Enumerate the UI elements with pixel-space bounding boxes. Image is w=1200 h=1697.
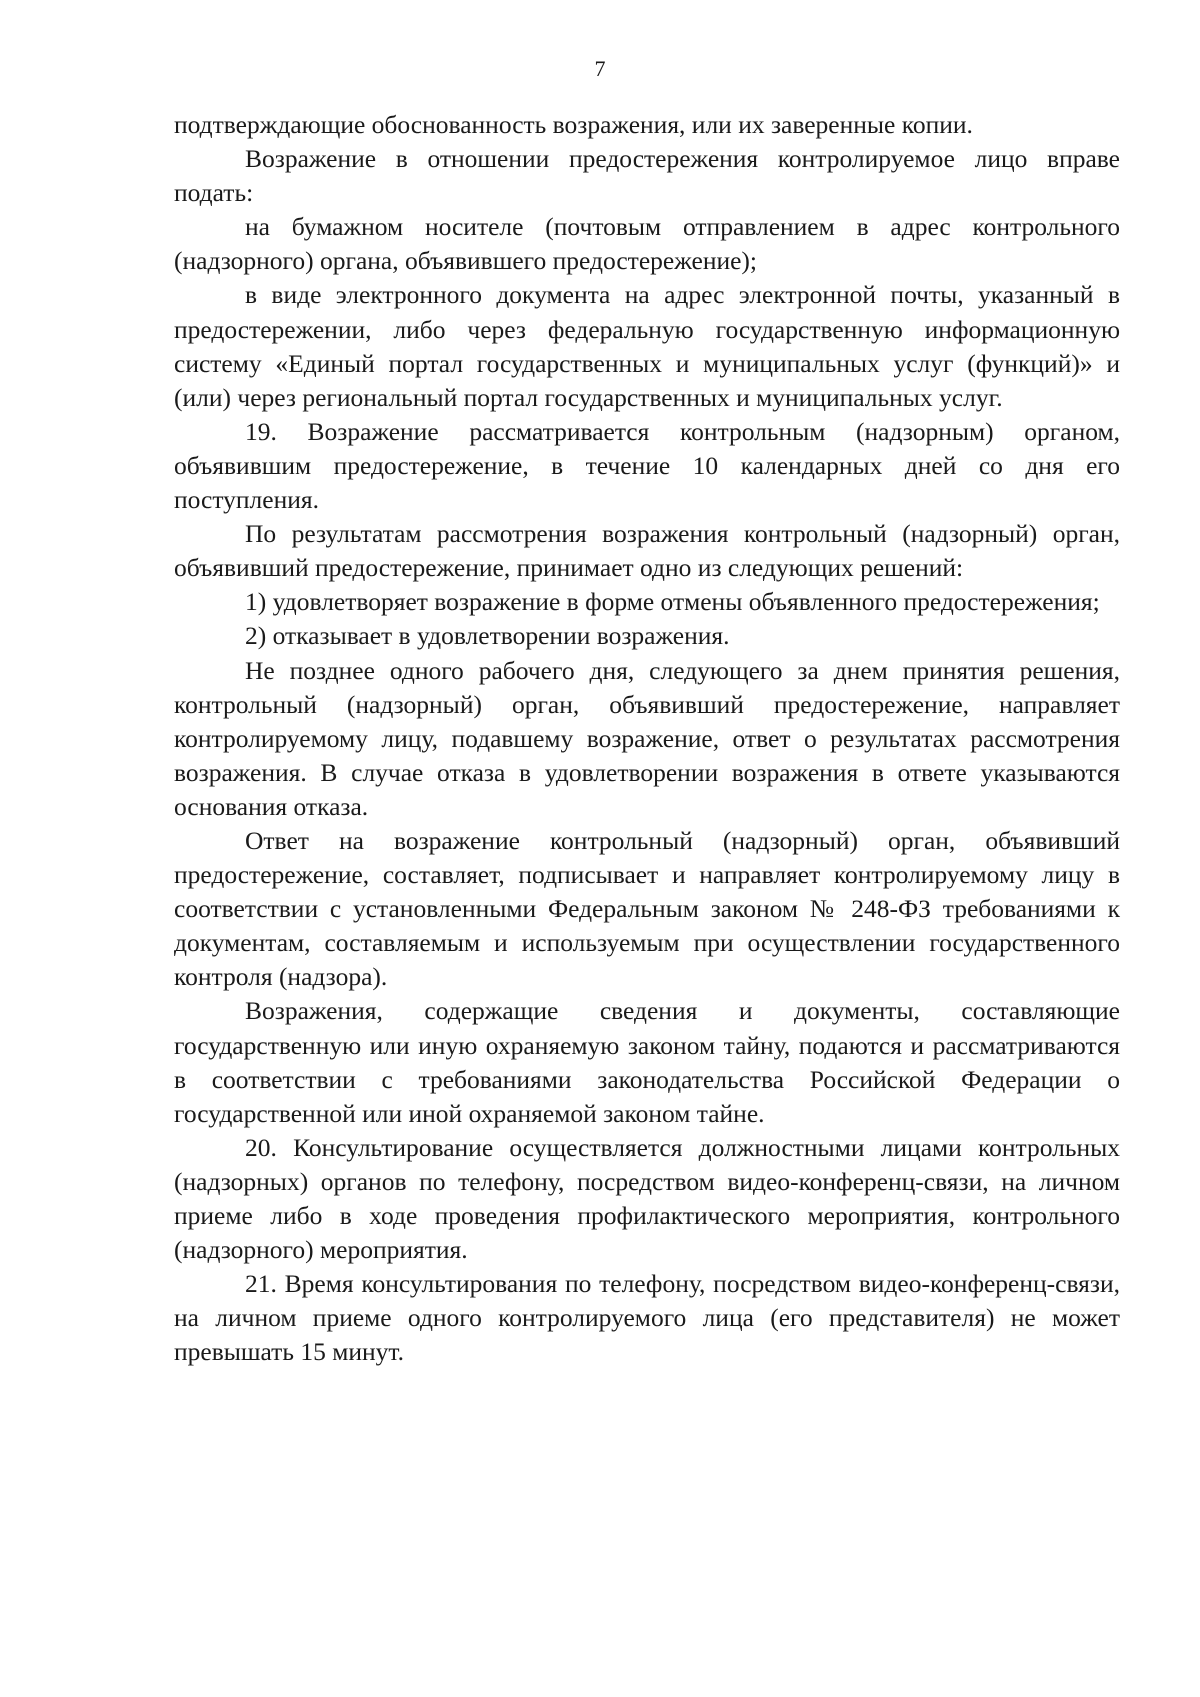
paragraph-review-results: По результатам рассмотрения возражения контрольный (надзорный) орган, объявивший предостережение, принимает одно из следующих решений: (174, 519, 1120, 583)
paragraph-item-20: 20. Консультирование осуществляется должностными лицами контрольных (надзорных) органов по телефону, посредством видео-конференц-связи, на личном приеме либо в ходе проведения профилактического мероприятия, контрольного (надзорного) мероприятия. (174, 1132, 1120, 1265)
paragraph-item-19: 19. Возражение рассматривается контрольным (надзорным) органом, объявившим предостережение, в течение 10 календарных дней со дня его поступления. (174, 416, 1120, 515)
page-number: 7 (594, 56, 606, 81)
paragraph-decision-1: 1) удовлетворяет возражение в форме отмены объявленного предостережения; (245, 587, 1100, 617)
document-body (174, 108, 1120, 1369)
paragraph-secret-information: Возражения, содержащие сведения и документы, составляющие государственную или иную охраняемую законом тайну, подаются и рассматриваются в соответствии с требованиями законодательства Российской Федерации о государственной или иной охраняемой законом тайне. (174, 996, 1120, 1128)
paragraph-response-requirements: Ответ на возражение контрольный (надзорный) орган, объявивший предостережение, составляет, подписывает и направляет контролируемому лицу в соответствии с установленными Федеральным законом № 248-ФЗ требованиями к документам, составляемым и используемым при осуществлении государственного контроля (надзора). (174, 825, 1120, 992)
paragraph-decision-2: 2) отказывает в удовлетворении возражения. (245, 621, 730, 651)
paragraph-continuation: подтверждающие обоснованность возражения, или их заверенные копии. (174, 110, 973, 139)
paragraph-item-21: 21. Время консультирования по телефону, посредством видео-конференц-связи, на личном приеме одного контролируемого лица (его представителя) не может превышать 15 минут. (174, 1269, 1120, 1367)
paragraph-objection-submission: Возражение в отношении предостережения контролируемое лицо вправе подать: (174, 144, 1120, 208)
paragraph-electronic-form: в виде электронного документа на адрес электронной почты, указанный в предостережении, либо через федеральную государственную информационную систему «Единый портал государственных и муниципальных услуг (функций)» и (или) через региональный портал государственных и муниципальных услуг. (174, 280, 1120, 412)
paragraph-paper-form: на бумажном носителе (почтовым отправлением в адрес контрольного (надзорного) органа, объявившего предостережение); (174, 212, 1120, 276)
paragraph-response-deadline: Не позднее одного рабочего дня, следующего за днем принятия решения, контрольный (надзорный) орган, объявивший предостережение, направляет контролируемому лицу, подавшему возражение, ответ о результатах рассмотрения возражения. В случае отказа в удовлетворении возражения в ответе указываются основания отказа. (174, 655, 1120, 821)
